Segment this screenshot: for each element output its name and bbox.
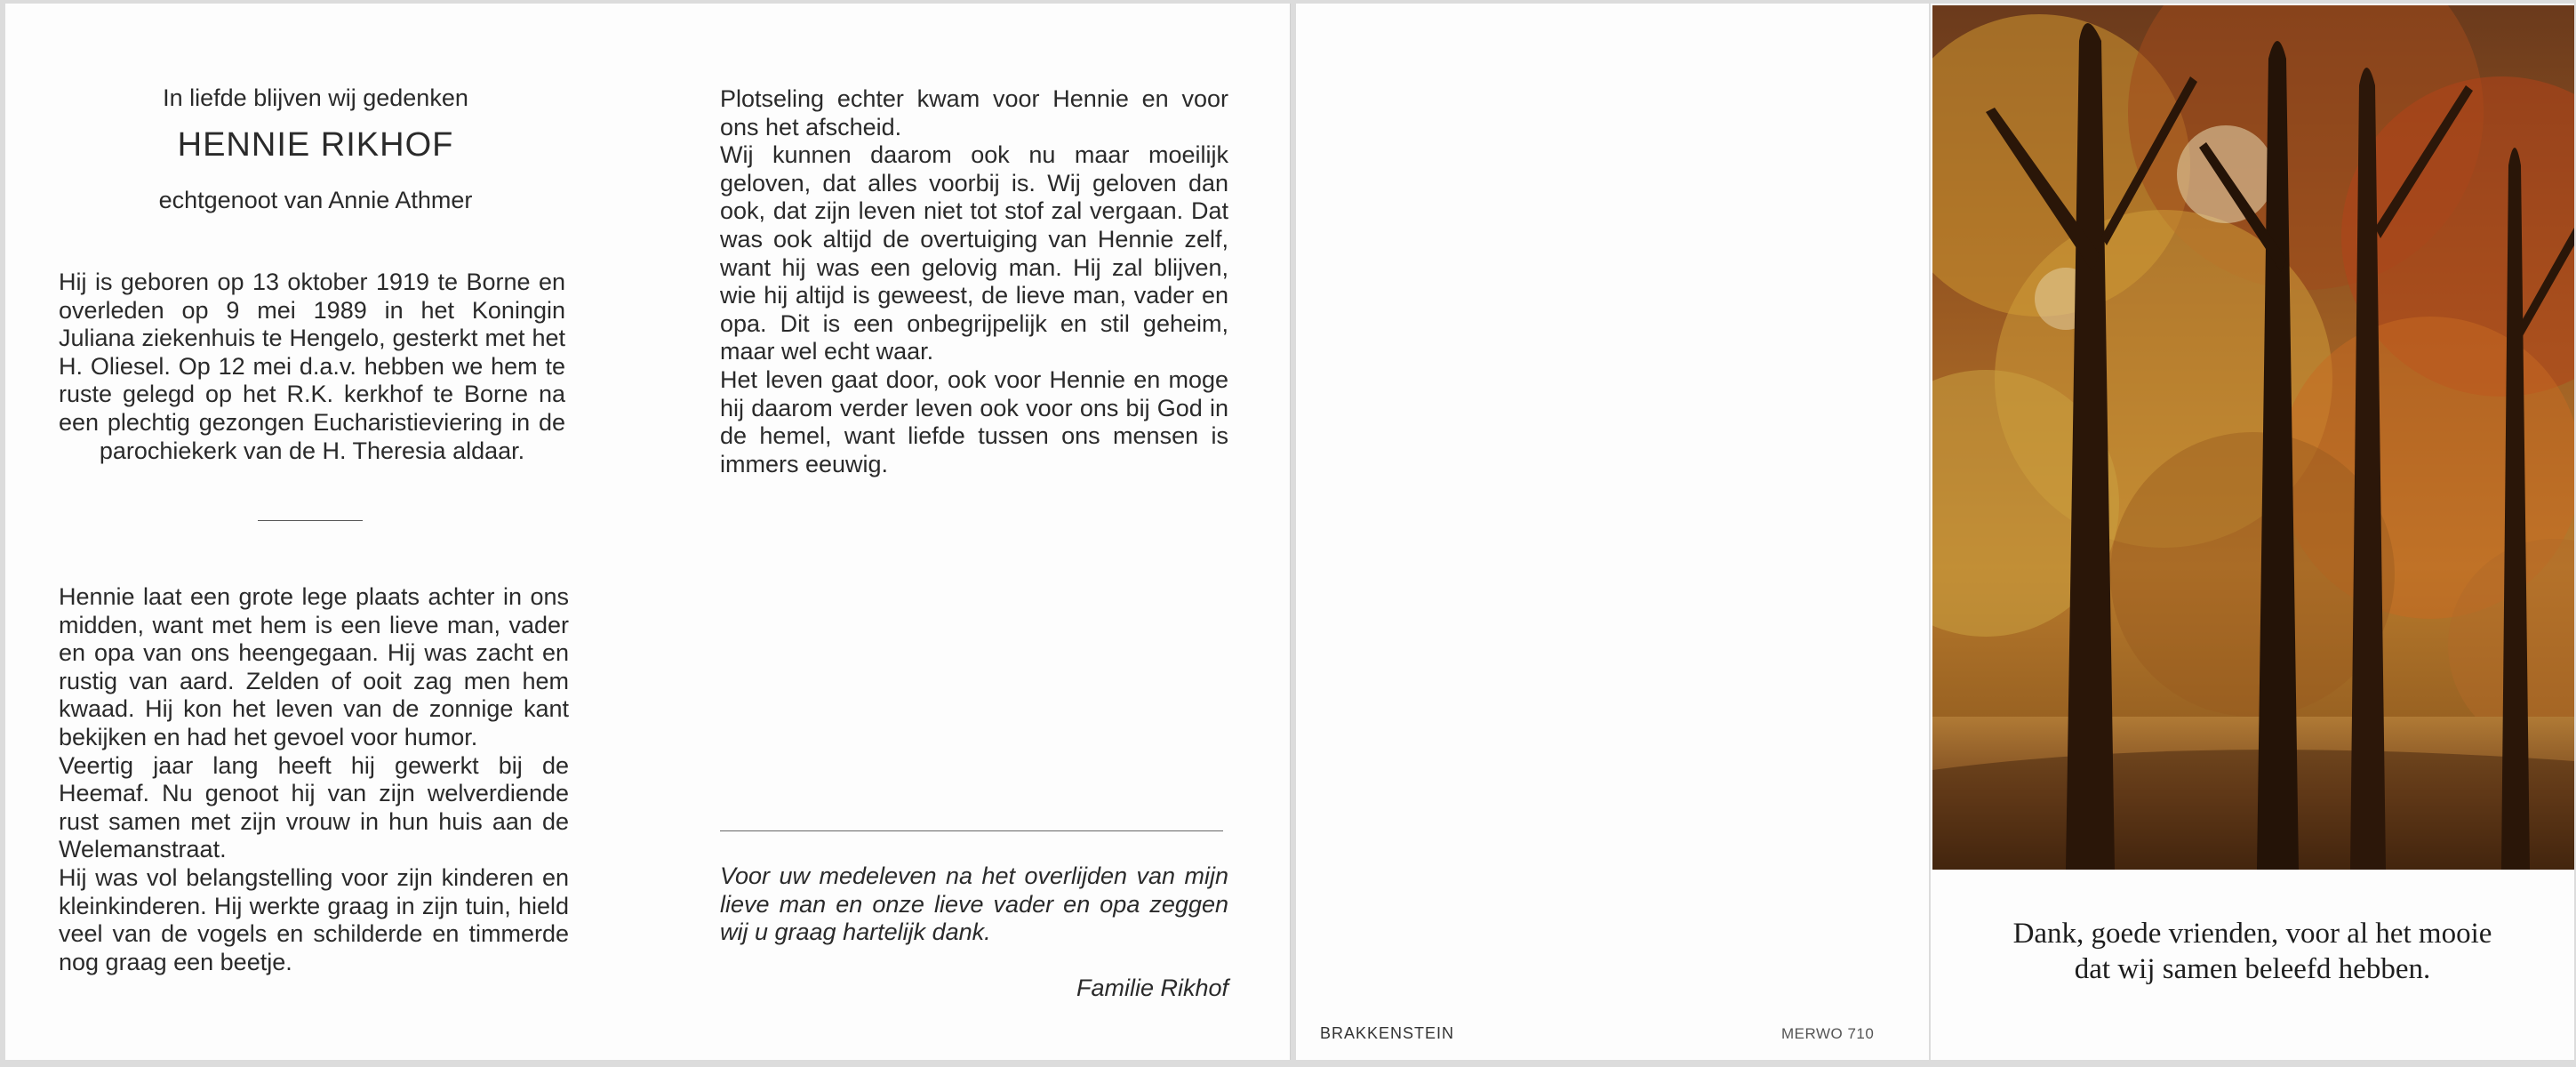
publisher-label: BRAKKENSTEIN: [1320, 1024, 1455, 1042]
memorial-card-back: [1296, 4, 1929, 1060]
card-heading: In liefde blijven wij gedenken: [163, 84, 468, 111]
memory-text-block: [59, 583, 569, 976]
deceased-name: HENNIE RIKHOF: [177, 126, 454, 164]
biography-text: Hij is geboren op 13 oktober 1919 te Borne en overleden op 9 mei 1989 in het Koningin Juliana ziekenhuis te Hengelo, gesterkt met het H. Oliesel. Op 12 mei d.a.v. hebben we hem te ruste gelegd op het R.K. kerkhof te Borne na een plechtig gezongen Eucharistieviering in de parochiekerk van de H. Theresia aldaar.: [59, 269, 565, 464]
memory-paragraph: Hij was vol belangstelling voor zijn kinderen en kleinkinderen. Hij werkte graag in zijn tuin, hield veel van de vogels en schilderde en timmerde nog graag een beetje.: [59, 863, 569, 975]
biography-paragraph: [59, 245, 565, 489]
autumn-forest-photo-icon: [1932, 5, 2574, 870]
cover-quote: [1931, 916, 2574, 987]
spouse-line: echtgenoot van Annie Athmer: [158, 187, 473, 213]
cover-quote-line: dat wij samen beleefd hebben.: [2074, 953, 2431, 985]
thanks-divider: [720, 830, 1223, 831]
thanks-text: Voor uw medeleven na het overlijden van mijn lieve man en onze lieve vader en opa zeggen wij u graag hartelijk dank.: [720, 862, 1228, 946]
faith-paragraph: Het leven gaat door, ook voor Hennie en moge hij daarom verder leven ook voor ons bij God in de hemel, want liefde tussen ons mensen is immers eeuwig.: [720, 365, 1228, 477]
cover-quote-line: Dank, goede vrienden, voor al het mooie: [2012, 918, 2492, 950]
print-code: MERWO 710: [1781, 1025, 1875, 1042]
faith-paragraph: Plotseling echter kwam voor Hennie en voor ons het afscheid.: [720, 85, 1228, 140]
faith-text-block: [720, 85, 1228, 478]
section-divider: [258, 520, 363, 521]
memory-paragraph: Veertig jaar lang heeft hij gewerkt bij de Heemaf. Nu genoot hij van zijn welverdiende rust samen met zijn vrouw in hun huis aan de Welemanstraat.: [59, 751, 569, 863]
family-signature: Familie Rikhof: [1076, 975, 1228, 1001]
memory-paragraph: Hennie laat een grote lege plaats achter in ons midden, want met hem is een lieve man, vader en opa van ons heengegaan. Hij was zacht en rustig van aard. Zelden of ooit zag men hem kwaad. Hij kon het leven van de zonnige kant bekijken en had het gevoel voor humor.: [59, 583, 569, 750]
faith-paragraph: Wij kunnen daarom ook nu maar moeilijk geloven, dat alles voorbij is. Wij geloven dan ook, dat zijn leven niet tot stof zal vergaan. Dat was ook altijd de overtuiging van Hennie zelf, want hij was een gelovig man. Hij zal blijven, wie hij altijd is geweest, de lieve man, vader en opa. Dit is een onbegrijpelijk en stil geheim, maar wel echt waar.: [720, 141, 1228, 365]
thanks-block: [720, 862, 1228, 947]
